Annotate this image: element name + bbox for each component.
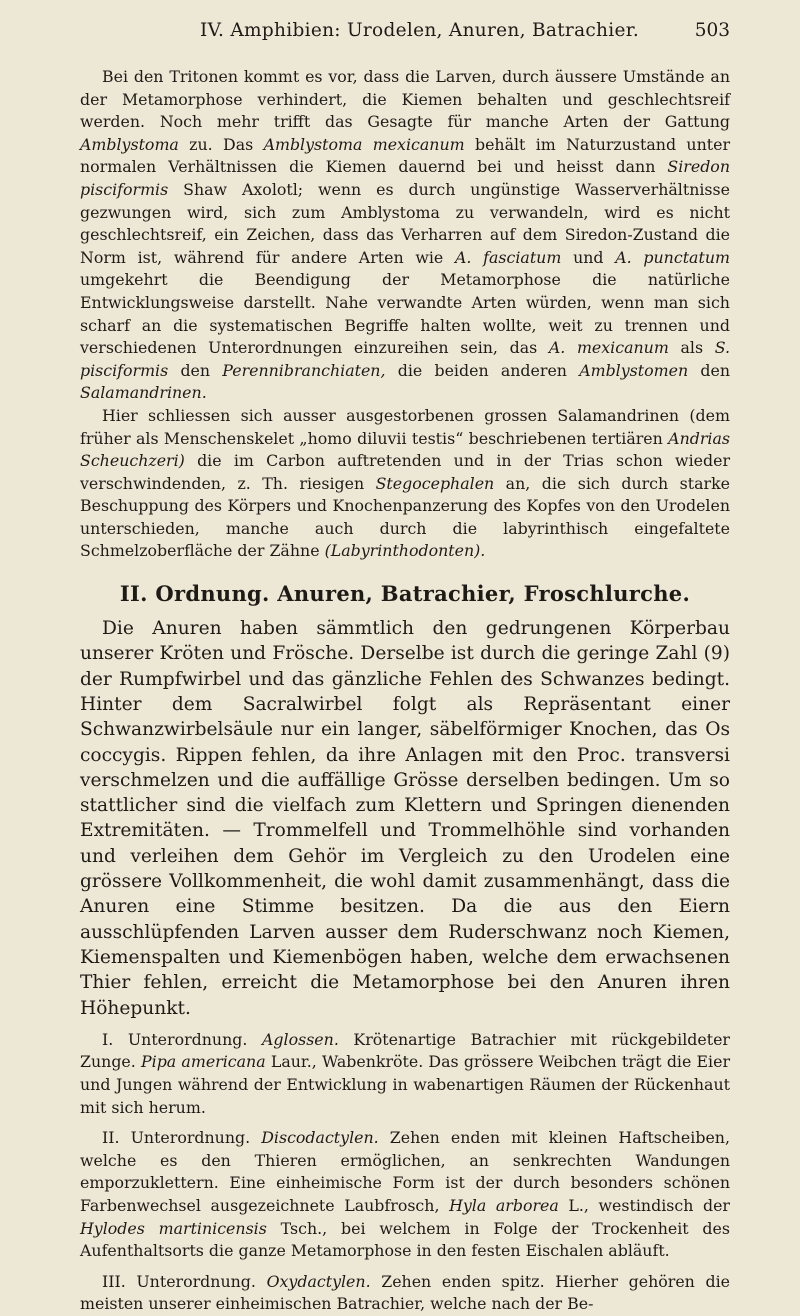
running-title: IV. Amphibien: Urodelen, Anuren, Batrachier.: [200, 20, 640, 41]
running-head: [80, 10, 730, 46]
paragraph-anuren: Die Anuren haben sämmtlich den gedrungenen Körperbau unserer Kröten und Frösche. Derselbe ist durch die geringe Zahl (9) der Rumpfwirbel und das gänzliche Fehlen des Schwanzes bedingt. Hinter dem Sacralwirbel folgt als Repräsentant einer Schwanzwirbelsäule nur ein langer, säbelförmiger Knochen, das Os coccygis. Rippen fehlen, da ihre Anlagen mit den Proc. transversi verschmelzen und die auffällige Grösse derselben bedingen. Um so stattlicher sind die vielfach zum Klettern und Springen dienenden Extremitäten. — Trommelfell und Trommelhöhle sind vorhanden und verleihen dem Gehör im Vergleich zu den Urodelen eine grössere Vollkommenheit, die wohl damit zusammenhängt, dass die Anuren eine Stimme besitzen. Da die aus den Eiern ausschlüpfenden Larven ausser dem Ruderschwanz noch Kiemen, Kiemenspalten und Kiemenbögen haben, welche dem erwachsenen Thier fehlen, erreicht die Metamorphose bei den Anuren ihren Höhepunkt.: [80, 618, 730, 1019]
suborder-aglossen: I. Unterordnung. Aglossen. Krötenartige Batrachier mit rückgebildeter Zunge. Pipa americana Laur., Wabenkröte. Das grössere Weibchen trägt die Eier und Jungen während der Entwicklung in wabenartigen Räumen der Rückenhaut mit sich herum.: [80, 1029, 731, 1117]
anuren-intro: [80, 616, 730, 1021]
page-number: 503: [694, 20, 730, 41]
suborder-oxydactylen: III. Unterordnung. Oxydactylen. Zehen enden spitz. Hierher gehören die meisten unserer einheimischen Batrachier, welche nach der Be-: [80, 1271, 730, 1314]
section-heading: II. Ordnung. Anuren, Batrachier, Froschlurche.: [119, 581, 691, 607]
paragraph-salamandrinen: Hier schliessen sich ausser ausgestorbenen grossen Salamandrinen (dem früher als Menschenskelet „homo diluvii testis“ beschriebenen tertiären Andrias Scheuchzeri) die im Carbon auftretenden und in der Trias schon wieder verschwindenden, z. Th. riesigen Stegocephalen an, die sich durch starke Beschuppung des Körpers und Knochenpanzerung des Kopfes von den Urodelen unterschieden, manche auch durch die labyrinthisch eingefaltete Schmelzoberfläche der Zähne (Labyrinthodonten).: [80, 405, 730, 561]
text-body: [80, 66, 730, 1316]
suborder-discodactylen: II. Unterordnung. Discodactylen. Zehen enden mit kleinen Haftscheiben, welche es den Thieren ermöglichen, an senkrechten Wandungen emporzuklettern. Eine einheimische Form ist der durch besonders schönen Farbenwechsel ausgezeichnete Laubfrosch, Hyla arborea L., westindisch der Hylodes martinicensis Tsch., bei welchem in Folge der Trockenheit des Aufenthaltsorts die ganze Metamorphose in den festen Eischalen abläuft.: [80, 1128, 730, 1261]
paragraph-tritonen: Bei den Tritonen kommt es vor, dass die Larven, durch äussere Umstände an der Metamorphose verhindert, die Kiemen behalten und geschlechtsreif werden. Noch mehr trifft das Gesagte für manche Arten der Gattung Amblystoma zu. Das Amblystoma mexicanum behält im Naturzustand unter normalen Verhältnissen die Kiemen dauernd bei und heisst dann Siredon pisciformis Shaw Axolotl; wenn es durch ungünstige Wasserverhältnisse gezwungen wird, sich zum Amblystoma zu verwandeln, wird es nicht geschlechtsreif, ein Zeichen, dass das Verharren auf dem Siredon-Zustand die Norm ist, während für andere Arten wie A. fasciatum und A. punctatum umgekehrt die Beendigung der Metamorphose die natürliche Entwicklungsweise darstellt. Nahe verwandte Arten würden, wenn man sich scharf an die systematischen Begriffe halten wollte, weit zu trennen und verschiedenen Unterordnungen einzureihen sein, das A. mexicanum als S. pisciformis den Perennibranchiaten, die beiden anderen Amblystomen den Salamandrinen.: [80, 67, 731, 403]
